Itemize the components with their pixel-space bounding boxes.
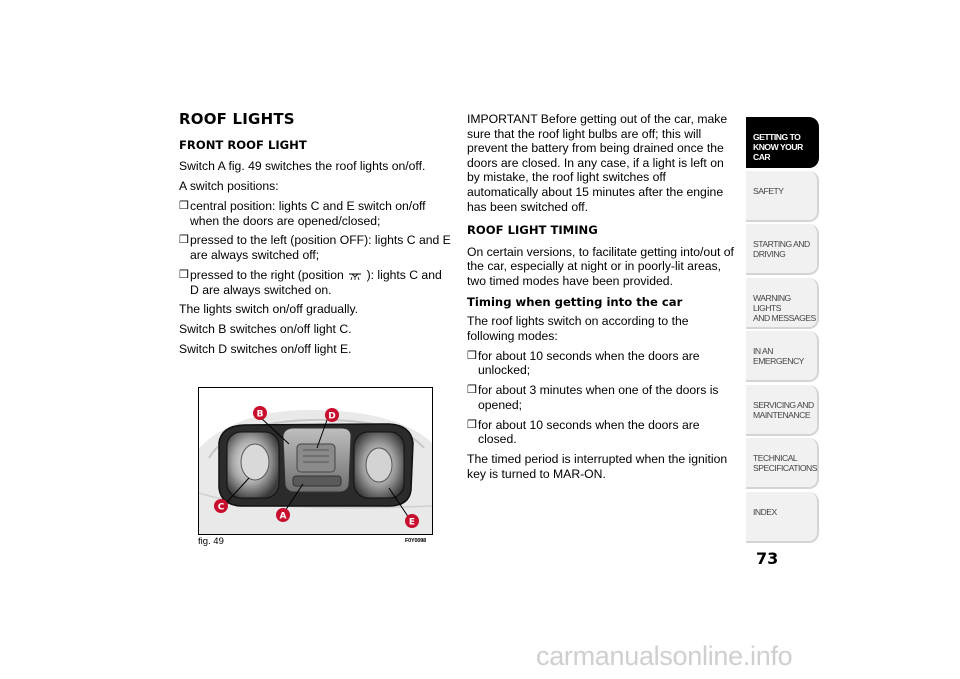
checkbox-bullet-icon: ❒ <box>467 384 477 397</box>
figure-caption: fig. 49 <box>198 536 224 547</box>
subsection-title: FRONT ROOF LIGHT <box>179 137 307 152</box>
checkbox-bullet-icon: ❒ <box>467 349 477 362</box>
callout-d <box>325 408 339 422</box>
list-item <box>467 349 739 378</box>
tab-technical-specifications[interactable]: TECHNICAL SPECIFICATIONS <box>746 438 819 489</box>
roof-light-on-icon <box>348 272 362 280</box>
subsection-title: ROOF LIGHT TIMING <box>467 223 598 238</box>
watermark: carmanualsonline.info <box>536 641 793 671</box>
paragraph: A switch positions: <box>179 179 279 194</box>
tab-safety[interactable]: SAFETY <box>746 171 819 222</box>
list-item <box>179 199 451 228</box>
tab-warning-lights[interactable]: WARNING LIGHTS AND MESSAGES <box>746 278 819 329</box>
bullet-list <box>179 199 451 297</box>
paragraph: Switch D switches on/off light E. <box>179 342 352 357</box>
left-column <box>179 112 451 362</box>
list-item <box>179 268 451 297</box>
svg-text:C: C <box>217 502 225 513</box>
callout-c <box>214 499 228 513</box>
paragraph: The lights switch on/off gradually. <box>179 302 359 317</box>
roof-light-figure <box>198 387 433 535</box>
paragraph: The timed period is interrupted when the ignition key is turned to MAR-ON. <box>467 452 728 481</box>
tab-starting-and-driving[interactable]: STARTING AND DRIVING <box>746 224 819 275</box>
roof-light-illustration <box>199 388 432 534</box>
paragraph: The roof lights switch on according to the following modes: <box>467 314 689 343</box>
checkbox-bullet-icon: ❒ <box>467 418 477 431</box>
tab-index[interactable]: INDEX <box>746 492 819 543</box>
subsection-title: Timing when getting into the car <box>467 294 683 309</box>
svg-text:D: D <box>328 411 336 422</box>
paragraph: On certain versions, to facilitate getting into/out of the car, especially at night or in poorly-lit areas, two timed modes have been provided. <box>467 244 734 288</box>
tab-servicing[interactable]: SERVICING AND MAINTENANCE <box>746 385 819 436</box>
callout-a <box>276 508 290 522</box>
list-item <box>467 418 739 447</box>
paragraph: Switch A fig. 49 switches the roof lights on/off. <box>179 159 426 174</box>
tab-in-an-emergency[interactable]: IN AN EMERGENCY <box>746 331 819 382</box>
right-column <box>467 112 739 487</box>
list-item-text: for about 3 minutes when one of the doors is opened; <box>478 383 719 412</box>
chapter-tabs <box>746 117 819 545</box>
list-item-text: pressed to the left (position OFF): lights C and E are always switched off; <box>190 233 451 263</box>
svg-text:B: B <box>256 409 264 420</box>
paragraph: Switch B switches on/off light C. <box>179 322 352 337</box>
callout-b <box>253 406 267 420</box>
svg-text:E: E <box>408 517 416 528</box>
list-item-text: for about 10 seconds when the doors are unlocked; <box>478 348 700 378</box>
list-item <box>467 383 739 412</box>
list-item <box>179 233 451 262</box>
list-item-text: for about 10 seconds when the doors are closed. <box>478 417 700 447</box>
list-item-text: pressed to the right (position <box>190 267 344 282</box>
tab-getting-to-know-your-car[interactable]: GETTING TO KNOW YOUR CAR <box>746 117 819 168</box>
callout-e <box>405 514 419 528</box>
bullet-list <box>467 349 739 447</box>
checkbox-bullet-icon: ❒ <box>179 199 189 212</box>
list-item-text: ): lights C and D are always switched on. <box>190 267 442 297</box>
checkbox-bullet-icon: ❒ <box>179 268 189 281</box>
section-title: ROOF LIGHTS <box>179 110 295 128</box>
page-number: 73 <box>756 549 779 568</box>
important-note: IMPORTANT Before getting out of the car, make sure that the roof light bulbs are off; this will prevent the battery from being drained once the doors are closed. In any case, if a light is left on by mistake, the roof light switches off automatically about 15 minutes after the engine has been switched off. <box>467 112 728 214</box>
figure-code: F0Y0098 <box>405 538 426 544</box>
checkbox-bullet-icon: ❒ <box>179 234 189 247</box>
list-item-text: central position: lights C and E switch on/off when the doors are opened/closed; <box>190 198 426 228</box>
svg-text:A: A <box>279 511 287 522</box>
